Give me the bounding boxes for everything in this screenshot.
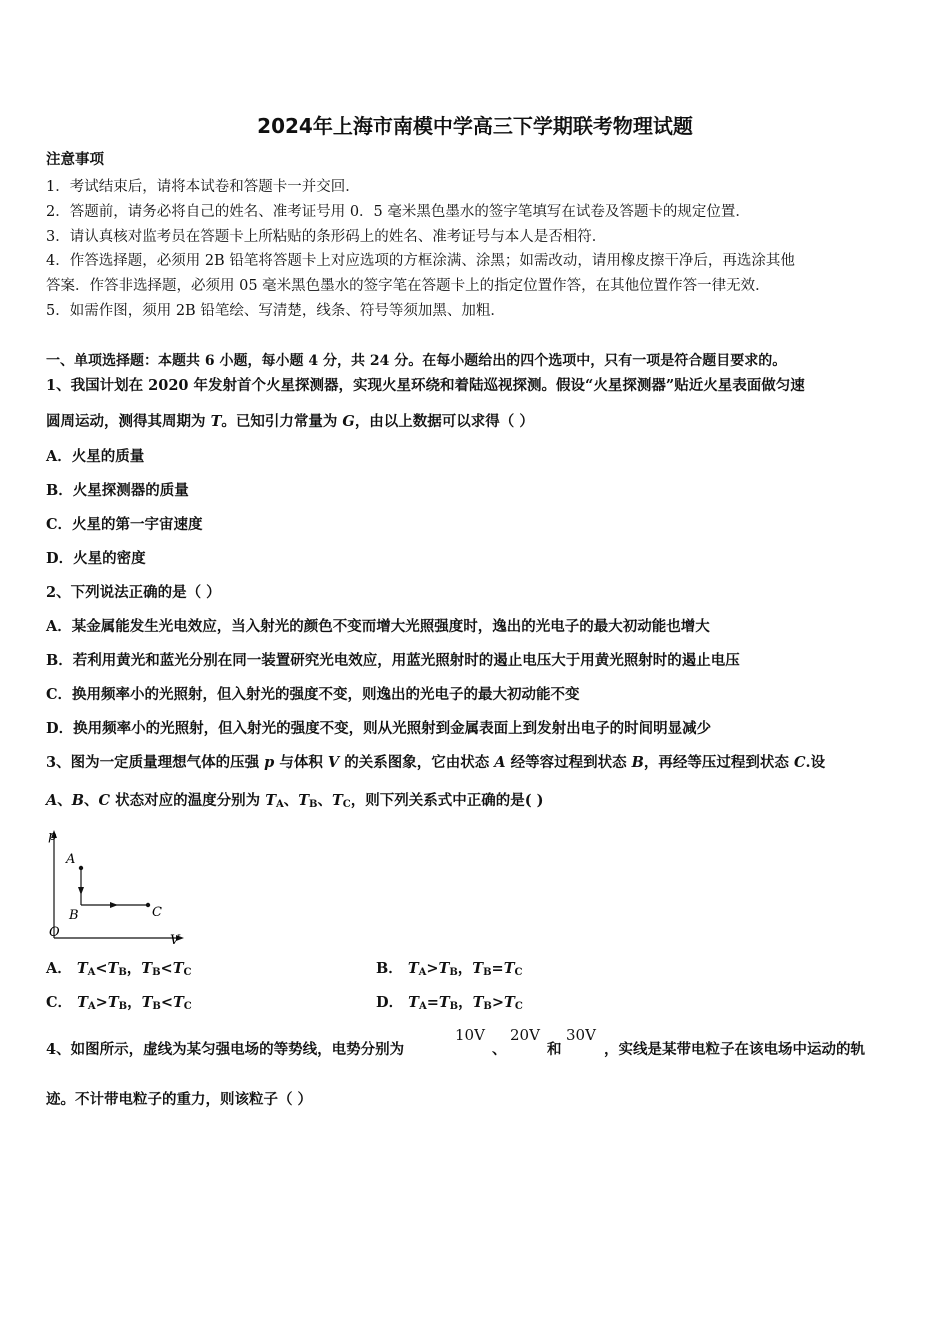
isochoric-arrow-icon — [78, 887, 84, 895]
point-b-label: B — [69, 908, 79, 923]
q4-stem-line1b: ，实线是某带电粒子在该电场中运动的轨 — [604, 1041, 865, 1058]
point-c — [146, 903, 150, 907]
section-heading: 一、单项选择题：本题共 6 小题，每小题 4 分，共 24 分。在每小题给出的四个选项中，只有一项是符合题目要求的。 — [46, 353, 787, 369]
potential-10v: 10V — [455, 1026, 485, 1044]
q1-option-d[interactable]: D．火星的密度 — [46, 550, 146, 567]
page-title: 2024年上海市南模中学高三下学期联考物理试题 — [257, 114, 693, 138]
q2-option-b[interactable]: B．若利用黄光和蓝光分别在同一装置研究光电效应，用蓝光照射时的遏止电压大于用黄光照射时的遏止电压 — [46, 652, 740, 669]
q1-option-a[interactable]: A．火星的质量 — [46, 448, 145, 465]
notice-item: 2．答题前，请务必将自己的姓名、准考证号用 0．5 毫米黑色墨水的签字笔填写在试卷及答题卡的规定位置． — [46, 204, 750, 220]
q3-option-d[interactable]: D． $T_A=T_B$，$T_B>T_C$ — [376, 994, 523, 1012]
notice-item: 4．作答选择题，必须用 2B 铅笔将答题卡上对应选项的方框涂满、涂黑；如需改动，请用橡皮擦干净后，再选涂其他 — [46, 253, 795, 269]
q2-option-c[interactable]: C．换用频率小的光照射，但入射光的强度不变，则逸出的光电子的最大初动能不变 — [46, 686, 580, 703]
notice-item: 5．如需作图，须用 2B 铅笔绘、写清楚，线条、符号等须加黑、加粗． — [46, 303, 505, 319]
q4-stem-line1a: 4、如图所示，虚线为某匀强电场的等势线，电势分别为 — [46, 1041, 405, 1058]
q3-option-b[interactable]: B． $T_A>T_B$，$T_B=T_C$ — [376, 960, 523, 978]
notice-heading: 注意事项 — [46, 151, 104, 168]
q3-option-c[interactable]: C． $T_A>T_B$，$T_B<T_C$ — [46, 994, 192, 1012]
v-axis-label: V — [170, 933, 180, 948]
isobaric-arrow-icon — [110, 902, 118, 908]
potential-20v: 20V — [510, 1026, 540, 1044]
q1-option-b[interactable]: B．火星探测器的质量 — [46, 482, 189, 499]
q2-stem: 2、下列说法正确的是（ ） — [46, 584, 221, 601]
q1-stem-line1: 1、我国计划在 2020 年发射首个火星探测器，实现火星环绕和着陆巡视探测。假设“火星探测器”贴近火星表面做匀速 — [46, 377, 805, 394]
origin-label: O — [49, 925, 60, 940]
point-a-label: A — [66, 852, 76, 867]
potential-30v: 30V — [566, 1026, 596, 1044]
q4-stem-line2: 迹。不计带电粒子的重力，则该粒子（ ） — [46, 1091, 313, 1108]
notice-item: 答案．作答非选择题，必须用 05 毫米黑色墨水的签字笔在答题卡上的指定位置作答，在其他位置作答一律无效． — [46, 278, 770, 294]
q3-stem-line1: 3、图为一定质量理想气体的压强 p 与体积 V 的关系图象，它由状态 A 经等容过程到状态 B，再经等压过程到状态 C.设 — [46, 754, 826, 771]
q3-stem-line2: A、B、C 状态对应的温度分别为 $T_A$、$T_B$、$T_C$，则下列关系式中正确的是( ) — [46, 792, 544, 810]
notice-item: 3．请认真核对监考员在答题卡上所粘贴的条形码上的姓名、准考证号与本人是否相符． — [46, 229, 607, 245]
pv-graph — [44, 826, 194, 948]
p-axis-label: p — [48, 829, 57, 844]
q2-option-d[interactable]: D．换用频率小的光照射，但入射光的强度不变，则从光照射到金属表面上到发射出电子的时间明显减少 — [46, 720, 712, 737]
point-a — [79, 866, 83, 870]
notice-item: 1．考试结束后，请将本试卷和答题卡一并交回． — [46, 179, 360, 195]
q2-option-a[interactable]: A．某金属能发生光电效应，当入射光的颜色不变而增大光照强度时，逸出的光电子的最大初动能也增大 — [46, 618, 710, 635]
point-c-label: C — [152, 905, 162, 920]
q1-stem-line2: 圆周运动，测得其周期为 T。已知引力常量为 G，由以上数据可以求得（ ） — [46, 413, 534, 430]
q4-and: 和 — [547, 1041, 562, 1058]
q1-option-c[interactable]: C．火星的第一宇宙速度 — [46, 516, 203, 533]
q3-option-a[interactable]: A． $T_A<T_B$，$T_B<T_C$ — [46, 960, 192, 978]
q4-sep1: 、 — [492, 1041, 507, 1058]
